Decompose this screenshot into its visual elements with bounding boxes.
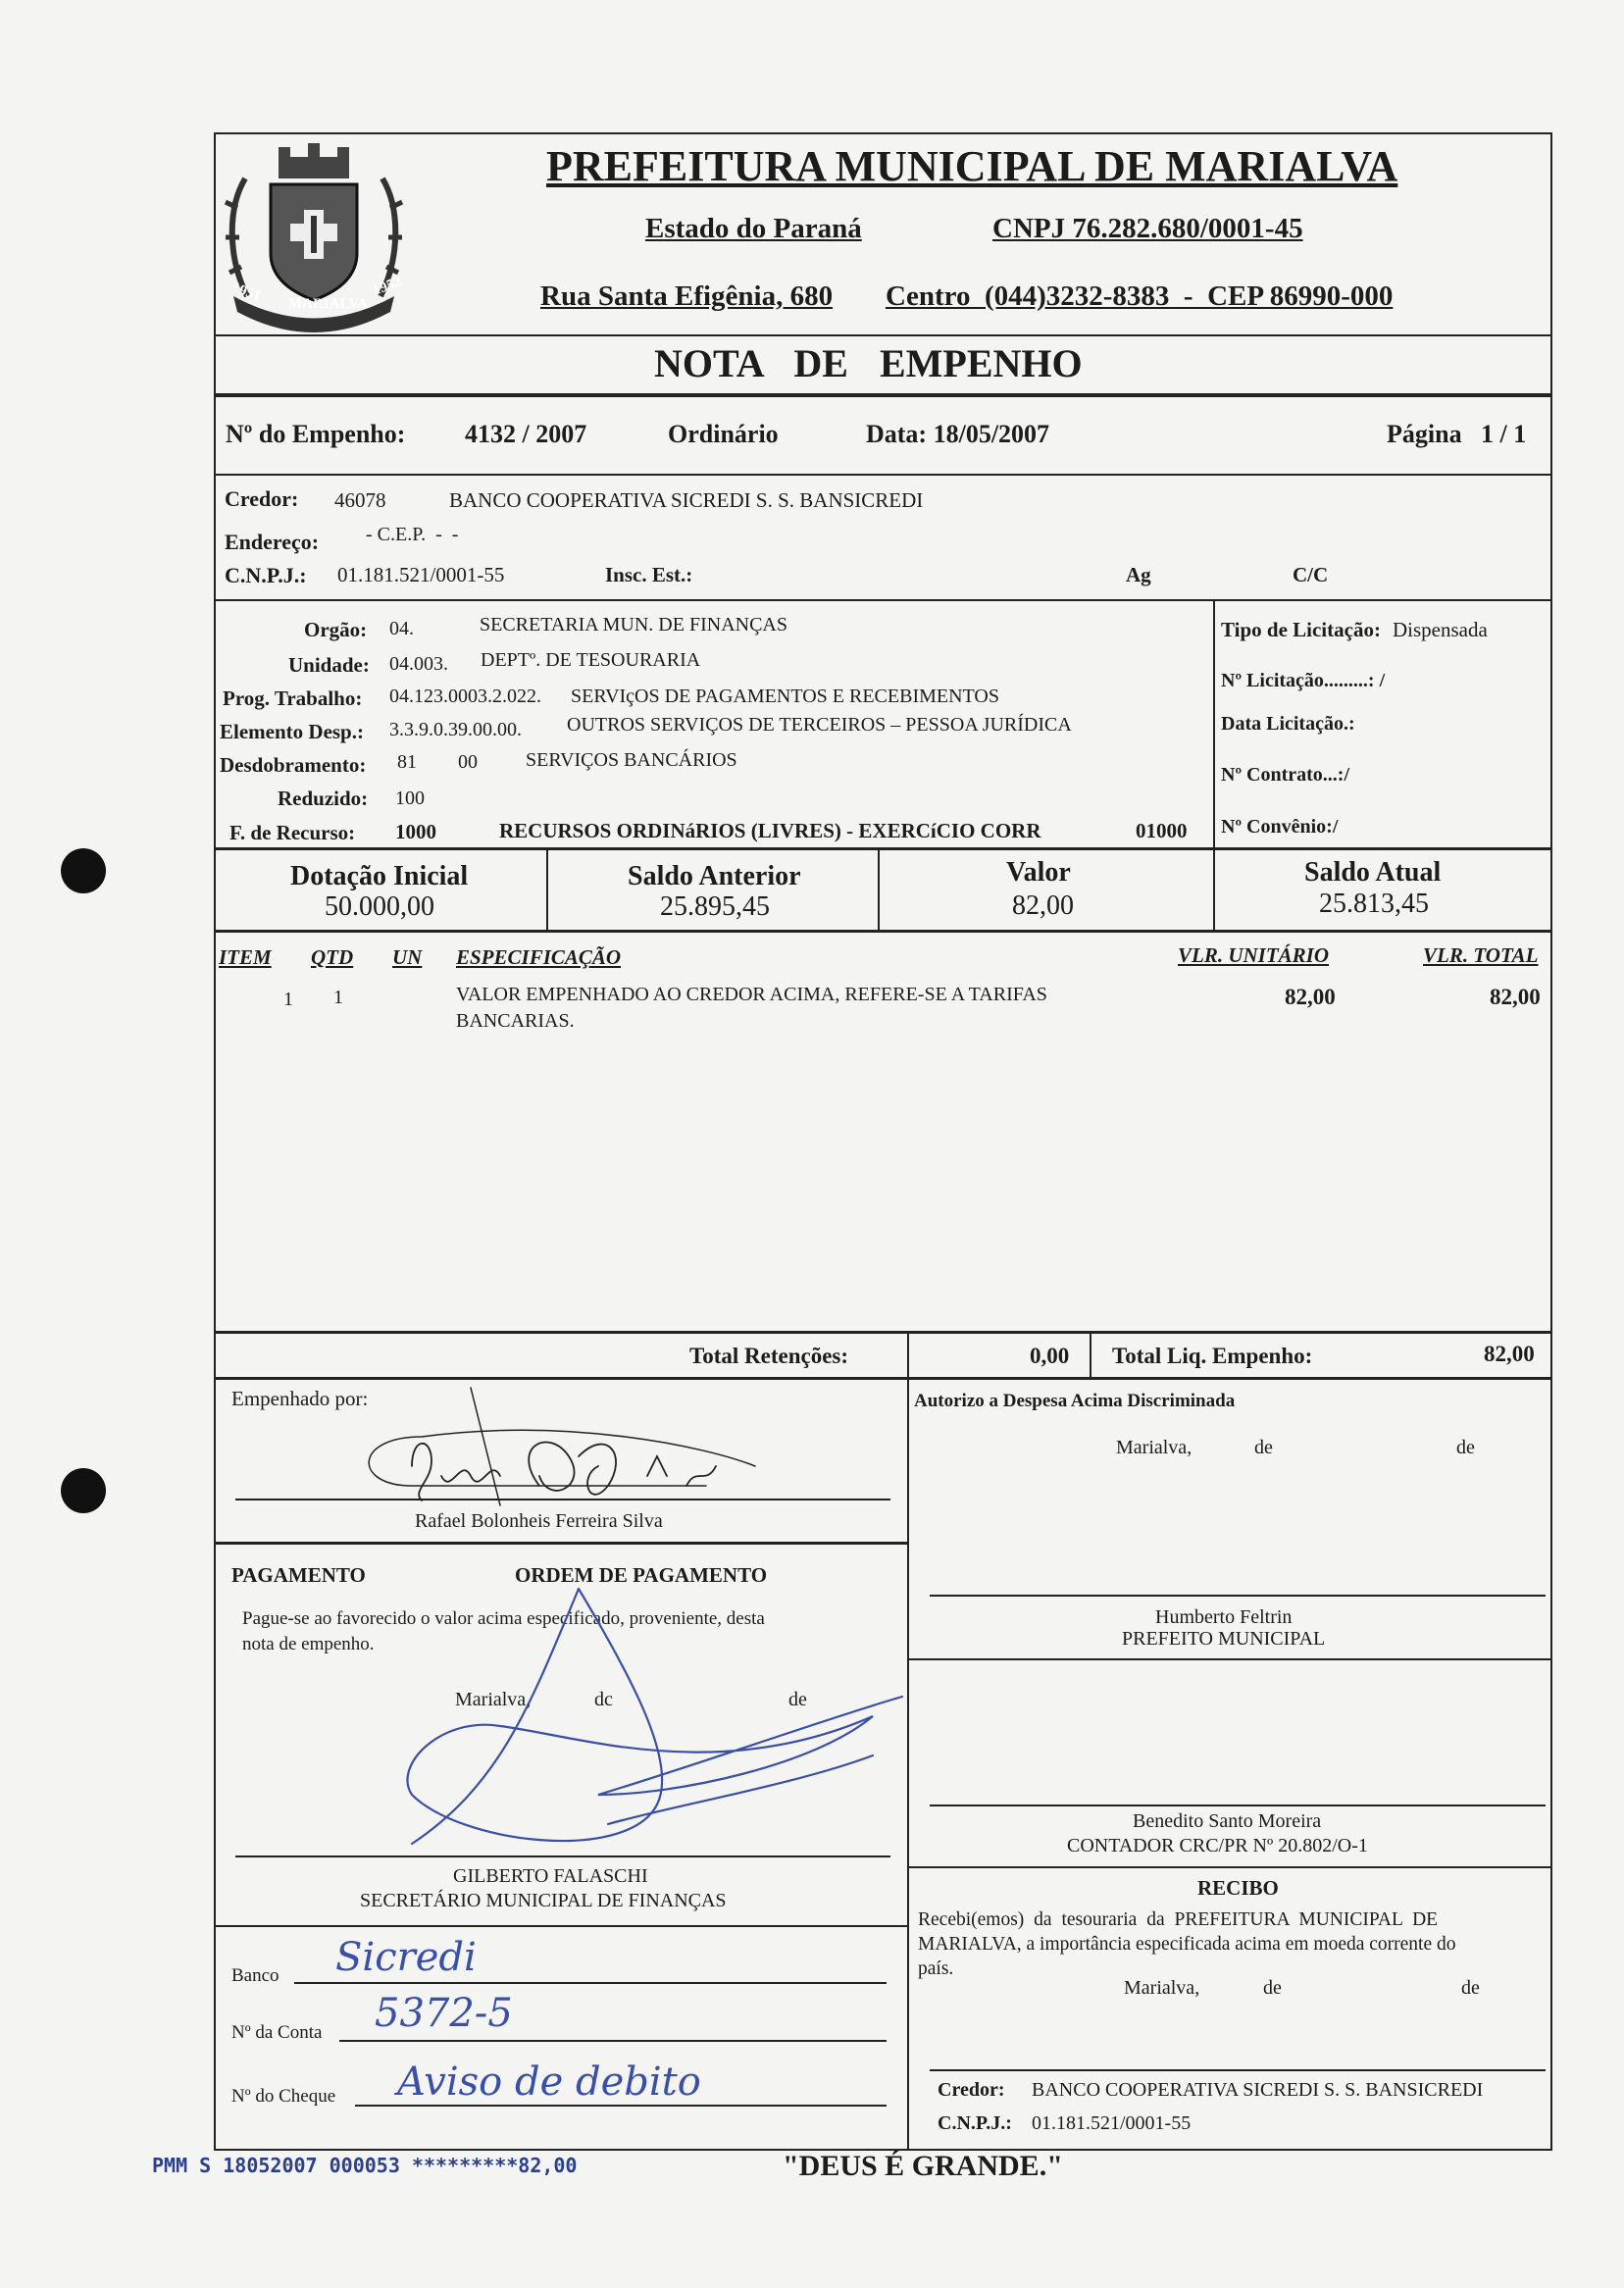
divider	[214, 1331, 1552, 1334]
signature-line	[930, 2069, 1546, 2071]
row-qtd: 1	[333, 987, 343, 1008]
secretario-title: SECRETÁRIO MUNICIPAL DE FINANÇAS	[360, 1890, 727, 1911]
punch-hole-bottom	[61, 1468, 106, 1513]
row-description-line2: BANCARIAS.	[456, 1010, 575, 1032]
recibo-text-line2: MARIALVA, a importância especificada acima em moeda corrente do	[918, 1934, 1456, 1955]
col-header-unit-value: VLR. UNITÁRIO	[1178, 943, 1330, 967]
saldo-atual-value: 25.813,45	[1319, 889, 1429, 919]
elemento-label: Elemento Desp.:	[220, 720, 364, 743]
recibo-place: Marialva,	[1124, 1977, 1200, 1999]
signature-line	[235, 1499, 890, 1500]
page-title: PREFEITURA MUNICIPAL DE MARIALVA	[546, 142, 1398, 190]
contador-title: CONTADOR CRC/PR Nº 20.802/O-1	[1067, 1835, 1368, 1856]
row-item: 1	[283, 989, 293, 1010]
prog-trabalho-code: 04.123.0003.2.022.	[389, 686, 541, 707]
saldo-anterior-label: Saldo Anterior	[628, 861, 801, 891]
reduzido-value: 100	[395, 788, 425, 809]
punch-hole-top	[61, 848, 106, 893]
divider-vertical	[1090, 1332, 1091, 1379]
document-title: NOTA DE EMPENHO	[654, 341, 1083, 385]
valor-value: 82,00	[1012, 890, 1074, 921]
divider	[214, 474, 1552, 476]
logo-left-year: 1951	[229, 280, 264, 305]
elemento-code: 3.3.9.0.39.00.00.	[389, 719, 522, 740]
licitacao-date: Data Licitação.:	[1221, 713, 1355, 735]
convenio-number: Nº Convênio:/	[1221, 816, 1339, 838]
col-header-item: ITEM	[219, 945, 272, 969]
total-liq-label: Total Liq. Empenho:	[1112, 1344, 1313, 1368]
autorizo-label: Autorizo a Despesa Acima Discriminada	[914, 1391, 1236, 1411]
conta-label: Nº da Conta	[231, 2022, 323, 2043]
signature-line	[930, 1805, 1546, 1806]
divider-vertical	[1213, 849, 1215, 932]
desdobramento-a: 81	[397, 751, 417, 773]
unidade-name: DEPTº. DE TESOURARIA	[481, 649, 701, 671]
conta-handwritten: 5372-5	[375, 1991, 513, 2036]
prog-trabalho-label: Prog. Trabalho:	[223, 686, 363, 710]
recibo-title: RECIBO	[1197, 1876, 1279, 1900]
dotacao-inicial-value: 50.000,00	[325, 891, 434, 922]
divider-vertical	[878, 849, 880, 932]
contrato-number: Nº Contrato...:/	[1221, 764, 1350, 786]
col-header-total-value: VLR. TOTAL	[1423, 943, 1539, 967]
row-description-line1: VALOR EMPENHADO AO CREDOR ACIMA, REFERE-SE A TARIFAS	[456, 984, 1047, 1005]
empenho-date: Data: 18/05/2007	[866, 420, 1050, 448]
autorizo-de1: de	[1254, 1437, 1273, 1458]
col-header-un: UN	[392, 945, 423, 969]
recibo-de2: de	[1461, 1977, 1480, 1999]
desdobramento-name: SERVIÇOS BANCÁRIOS	[526, 749, 737, 771]
unidade-label: Unidade:	[288, 653, 370, 677]
cheque-line	[355, 2105, 887, 2107]
autorizo-de2: de	[1456, 1437, 1475, 1458]
retencoes-label: Total Retenções:	[689, 1344, 849, 1368]
unidade-code: 04.003.	[389, 653, 448, 675]
header-cnpj: CNPJ 76.282.680/0001-45	[992, 213, 1303, 244]
empenho-label: Nº do Empenho:	[226, 420, 406, 448]
divider	[907, 1658, 1552, 1660]
banco-handwritten: Sicredi	[335, 1935, 477, 1980]
header-contact: Centro (044)3232-8383 - CEP 86990-000	[886, 280, 1394, 312]
autorizo-place: Marialva,	[1116, 1437, 1193, 1458]
total-liq-value: 82,00	[1484, 1342, 1535, 1366]
divider	[214, 393, 1552, 397]
header-address: Rua Santa Efigênia, 680	[540, 280, 834, 312]
pagamento-text-line2: nota de empenho.	[242, 1634, 375, 1654]
divider	[214, 930, 1552, 933]
empenho-type: Ordinário	[668, 420, 779, 448]
divider-vertical	[907, 1332, 909, 1379]
prefeito-name: Humberto Feltrin	[1155, 1606, 1293, 1628]
divider-vertical	[1213, 599, 1215, 848]
pagamento-label: PAGAMENTO	[231, 1563, 366, 1587]
row-total-value: 82,00	[1490, 985, 1541, 1009]
footer-stamp: PMM S 18052007 000053 *********82,00	[152, 2154, 578, 2177]
cnpj-label: C.N.P.J.:	[225, 563, 307, 587]
endereco-label: Endereço:	[225, 530, 320, 554]
cc-label: C/C	[1293, 563, 1329, 586]
desdobramento-b: 00	[458, 751, 478, 773]
saldo-anterior-value: 25.895,45	[660, 891, 770, 922]
licitacao-number: Nº Licitação.........: /	[1221, 670, 1386, 691]
tipo-licitacao-label: Tipo de Licitação:	[1221, 618, 1381, 641]
recurso-name: RECURSOS ORDINáRIOS (LIVRES) - EXERCíCIO CORR	[499, 819, 1041, 842]
prog-trabalho-name: SERVIçOS DE PAGAMENTOS E RECEBIMENTOS	[571, 686, 999, 707]
col-header-qtd: QTD	[311, 945, 354, 969]
divider	[214, 599, 1552, 601]
pagamento-de1: dc	[594, 1689, 613, 1710]
recibo-cnpj-label: C.N.P.J.:	[938, 2112, 1012, 2134]
divider	[907, 1866, 1552, 1868]
cnpj-value: 01.181.521/0001-55	[337, 563, 505, 586]
conta-line	[339, 2040, 887, 2042]
page-number: 1 / 1	[1481, 420, 1527, 448]
empenhado-label: Empenhado por:	[231, 1387, 369, 1410]
retencoes-value: 0,00	[1030, 1344, 1070, 1368]
credor-label: Credor:	[225, 486, 299, 511]
logo-text: MARIALVA	[288, 296, 368, 312]
recibo-de1: de	[1263, 1977, 1282, 1999]
credor-name: BANCO COOPERATIVA SICREDI S. S. BANSICREDI	[449, 488, 924, 512]
recurso-code: 1000	[395, 820, 436, 843]
signature-secretario	[382, 1569, 912, 1883]
recibo-credor-label: Credor:	[938, 2079, 1005, 2101]
valor-label: Valor	[1006, 857, 1071, 888]
empenho-number: 4132 / 2007	[465, 420, 587, 448]
recibo-text-line1: Recebi(emos) da tesouraria da PREFEITURA MUNICIPAL DE	[918, 1909, 1439, 1930]
desdobramento-label: Desdobramento:	[220, 753, 367, 777]
banco-line	[294, 1982, 887, 1984]
reduzido-label: Reduzido:	[278, 787, 369, 810]
recibo-text-line3: país.	[918, 1958, 954, 1979]
elemento-name: OUTROS SERVIÇOS DE TERCEIROS – PESSOA JURÍDICA	[567, 714, 1072, 736]
logo-right-year: 1952	[370, 274, 404, 299]
divider	[214, 1542, 908, 1545]
signature-line	[235, 1856, 890, 1857]
saldo-atual-label: Saldo Atual	[1304, 857, 1442, 888]
ordem-pagamento-label: ORDEM DE PAGAMENTO	[515, 1563, 768, 1587]
signature-line	[930, 1595, 1546, 1597]
col-header-especificacao: ESPECIFICAÇÃO	[456, 945, 622, 969]
pagamento-de2: de	[788, 1689, 807, 1710]
divider-vertical	[546, 849, 548, 932]
recibo-credor-value: BANCO COOPERATIVA SICREDI S. S. BANSICREDI	[1032, 2079, 1484, 2101]
contador-name: Benedito Santo Moreira	[1133, 1810, 1322, 1832]
divider	[214, 334, 1552, 336]
pagamento-place: Marialva,	[455, 1689, 532, 1710]
divider	[214, 847, 1552, 850]
divider	[214, 1925, 908, 1927]
orgao-name: SECRETARIA MUN. DE FINANÇAS	[480, 614, 787, 636]
endereco-value: - C.E.P. - -	[366, 524, 459, 545]
recibo-cnpj-value: 01.181.521/0001-55	[1032, 2112, 1192, 2134]
orgao-code: 04.	[389, 618, 414, 639]
banco-label: Banco	[231, 1965, 279, 1986]
recurso-num: 01000	[1136, 819, 1188, 842]
cheque-label: Nº do Cheque	[231, 2086, 336, 2107]
prefeito-title: PREFEITO MUNICIPAL	[1122, 1628, 1326, 1650]
empenhado-name: Rafael Bolonheis Ferreira Silva	[415, 1510, 663, 1532]
row-unit-value: 82,00	[1285, 985, 1336, 1009]
ag-label: Ag	[1126, 563, 1151, 586]
header-state: Estado do Paraná	[645, 213, 862, 244]
insc-est-label: Insc. Est.:	[605, 563, 693, 586]
tipo-licitacao-value: Dispensada	[1393, 618, 1488, 641]
footer-motto: "DEUS É GRANDE."	[783, 2150, 1063, 2182]
secretario-name: GILBERTO FALASCHI	[453, 1865, 648, 1887]
dotacao-inicial-label: Dotação Inicial	[290, 861, 469, 891]
page-label: Página	[1387, 420, 1462, 448]
pagamento-text-line1: Pague-se ao favorecido o valor acima especificado, proveniente, desta	[242, 1608, 765, 1629]
orgao-label: Orgão:	[304, 618, 368, 641]
cheque-handwritten: Aviso de debito	[397, 2059, 701, 2105]
credor-code: 46078	[334, 488, 386, 512]
recurso-label: F. de Recurso:	[229, 821, 356, 844]
